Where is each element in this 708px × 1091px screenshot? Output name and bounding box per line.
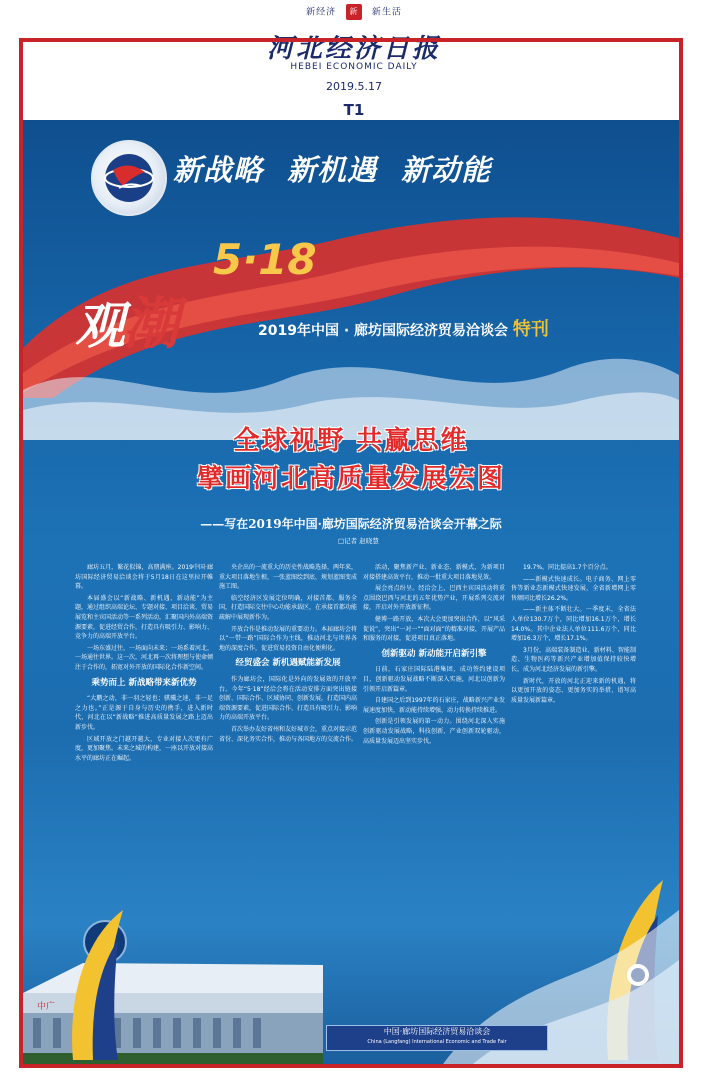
page-number: T1 [343,101,365,119]
text-column-4 [511,563,636,933]
article-byline: □记者 赵晓慧 [338,537,379,545]
newspaper-title: 河北经济日报 [266,34,441,64]
banner-english: China (Langfang) International Economic and Trade Fair [367,1039,507,1045]
fair-banner [326,1025,548,1051]
paragraph: 区域开放之门越开越大，专业对接人次更有广度，更加聚焦。未来之城的构建，一座以开放对接高水平的廊坊正在崛起。 [75,735,213,762]
paragraph: ——新主体不断壮大。一季度末，全省法人单位130.7万个，同比增加16.1万个，增长14.0%。其中企业法人单位111.6万个，同比增加16.3万个，增长17.1%。 [511,606,636,643]
section-heading-3: 创新驱动 新动能开启新引擎 [381,648,487,659]
tagline-left: 新经济 [306,7,337,18]
article-headline [23,422,679,498]
issue-date: 2019.5.17 [326,80,382,93]
paragraph: 一场东盛过往，一场面向未来；一场系着河北，一场通往世界。这一次，河北再一次将理想与使命倾注于合作的，拓宽对外开放的国际化合作新空间。 [75,644,213,671]
paragraph: ——新模式快速成长。电子商务、网上零售等新业态新模式快速发展，全省新增网上零售额同比增长26.2%。 [511,575,636,602]
paragraph: 开放合作是推动发展的重要动力。本届廊坊会将以“一带一路”国际合作为主线，推动河北与世界各地的深度合作，促进贸易投资自由化便利化。 [219,625,357,652]
paragraph: 本届盛会以“新战略、新机遇、新动能”为主题，通过组织高端论坛、专题对接、项目洽谈、贸易展览和主宾国活动等一系列活动，汇聚国内外高端资源要素，促进经贸合作，打造具有吸引力、影响力、竞争力的高端开放平台。 [75,594,213,641]
slogan-new-opportunity: 新机遇 [287,153,378,187]
paragraph: 廊坊五月，繁花似锦，高朋满座。2019中国·廊坊国际经济贸易洽谈会将于5月18日在这里拉开帷幕。 [75,564,213,591]
paragraph: 活动，聚焦新产业、新业态、新模式，为新项目对接搭建高效平台，推动一批重大项目落地见效。 [363,564,505,581]
paragraph: 3月份，高端装备制造业、新材料、智能制造、生物医药等新兴产业增加值保持较快增长，成为河北经济发展的新引擎。 [511,646,636,673]
section-heading-2: 经贸盛会 新机遇赋能新发展 [235,658,341,669]
special-edition-poster [23,120,679,1064]
paragraph: 创新是引领发展的第一动力。围绕河北深入实施创新驱动发展战略，科技创新、产业创新双轮驱动，高质量发展迈出坚实步伐。 [363,718,505,745]
article-subhead: ——写在2019年中国·廊坊国际经济贸易洽谈会开幕之际 [200,517,502,531]
guanchao-char-1: 观 [75,296,123,355]
tagline-right: 新生活 [371,7,402,18]
paragraph: 央企出的一流重大的历史性战略选择，两年来，重大项目落地生根，一张蓝图绘到底，规划蓝图变成施工图。 [219,564,357,591]
paragraph: 首次举办友好省州和友好城市会，重点对接示范省份、深化务实合作，推动与各国地方的交流合作。 [219,725,357,743]
masthead-tagline [0,4,708,20]
special-edition-tag: 特刊 [512,319,549,340]
date-number-518: 5·18 [213,235,317,284]
paragraph: “大鹏之动，非一羽之轻也；骐骥之速，非一足之力也。”正是源于自身与历史的携手，进入新时代，河北在以“新战略”推进高质量发展之路上迈出新步伐。 [75,695,213,731]
banner-chinese: 中国·廊坊国际经济贸易洽谈会 [383,1027,491,1036]
paragraph: 临空经济区发展定位明确，对接首都、服务全国，打造国际交往中心功能承载区，在承接首都功能疏解中展现新作为。 [219,594,357,621]
section-heading-1: 乘势而上 新战略带来新优势 [91,677,197,688]
headline-line-1: 全球视野 共赢思维 [233,426,469,456]
headline-line-2: 擘画河北高质量发展宏图 [196,464,505,494]
left-sail-sculpture-icon [63,910,133,1060]
building-sign: 中广 [37,1002,56,1012]
text-column-1 [75,563,213,908]
paragraph: 自建国之后到1997年的石家庄，战略新兴产业发展速度加快，新动能持续增强，动力转换持续推进。 [363,697,505,714]
paragraph: 展会亮点纷呈。经洽会上，巴西主宾国活动将重点围绕巴西与河北的五年优势产业，开展系列交流对接，开启对外开放新征程。 [363,585,505,612]
text-column-2 [219,563,357,949]
paragraph: 作为廊坊会，国际化是外向的发展效的开放平台。今年“5·18”经洽会将在活动安排方面突出链接创新、国际合作、区域协同、创新发展，打造国内高端资源要素，促进国际合作、打造具有吸引力、影响力的高端开放平台。 [219,675,357,722]
guanchao-char-2: 潮 [123,291,177,357]
theme-slogans [173,148,515,189]
paragraph: 健博一路开放，本次大会更加突出合作，以“风采促说”，突出“一对一”“面对面”的精准对接，开展产品和服务的对接，促进项目真正落地。 [363,615,505,643]
paragraph: 19.7%，同比提高1.7个百分点。 [523,564,612,571]
paragraph: 日前，石家庄国际陆港集团，成功签约建设项目，创新驱动发展战略不断深入实施，河北以创新为引领开启新篇章。 [363,666,505,693]
event-subtitle [258,315,549,341]
event-name: 2019年中国 · 廊坊国际经济贸易洽谈会 [258,323,509,339]
slogan-new-momentum: 新动能 [401,153,492,187]
paragraph: 新时代，开放的河北正迎来新的机遇，将以更加开放的姿态、更加务实的举措，谱写高质量发展新篇章。 [511,677,636,704]
slogan-new-strategy: 新战略 [173,153,264,187]
seal-icon: 新 [346,4,362,20]
newspaper-english-title: HEBEI ECONOMIC DAILY [290,62,418,72]
